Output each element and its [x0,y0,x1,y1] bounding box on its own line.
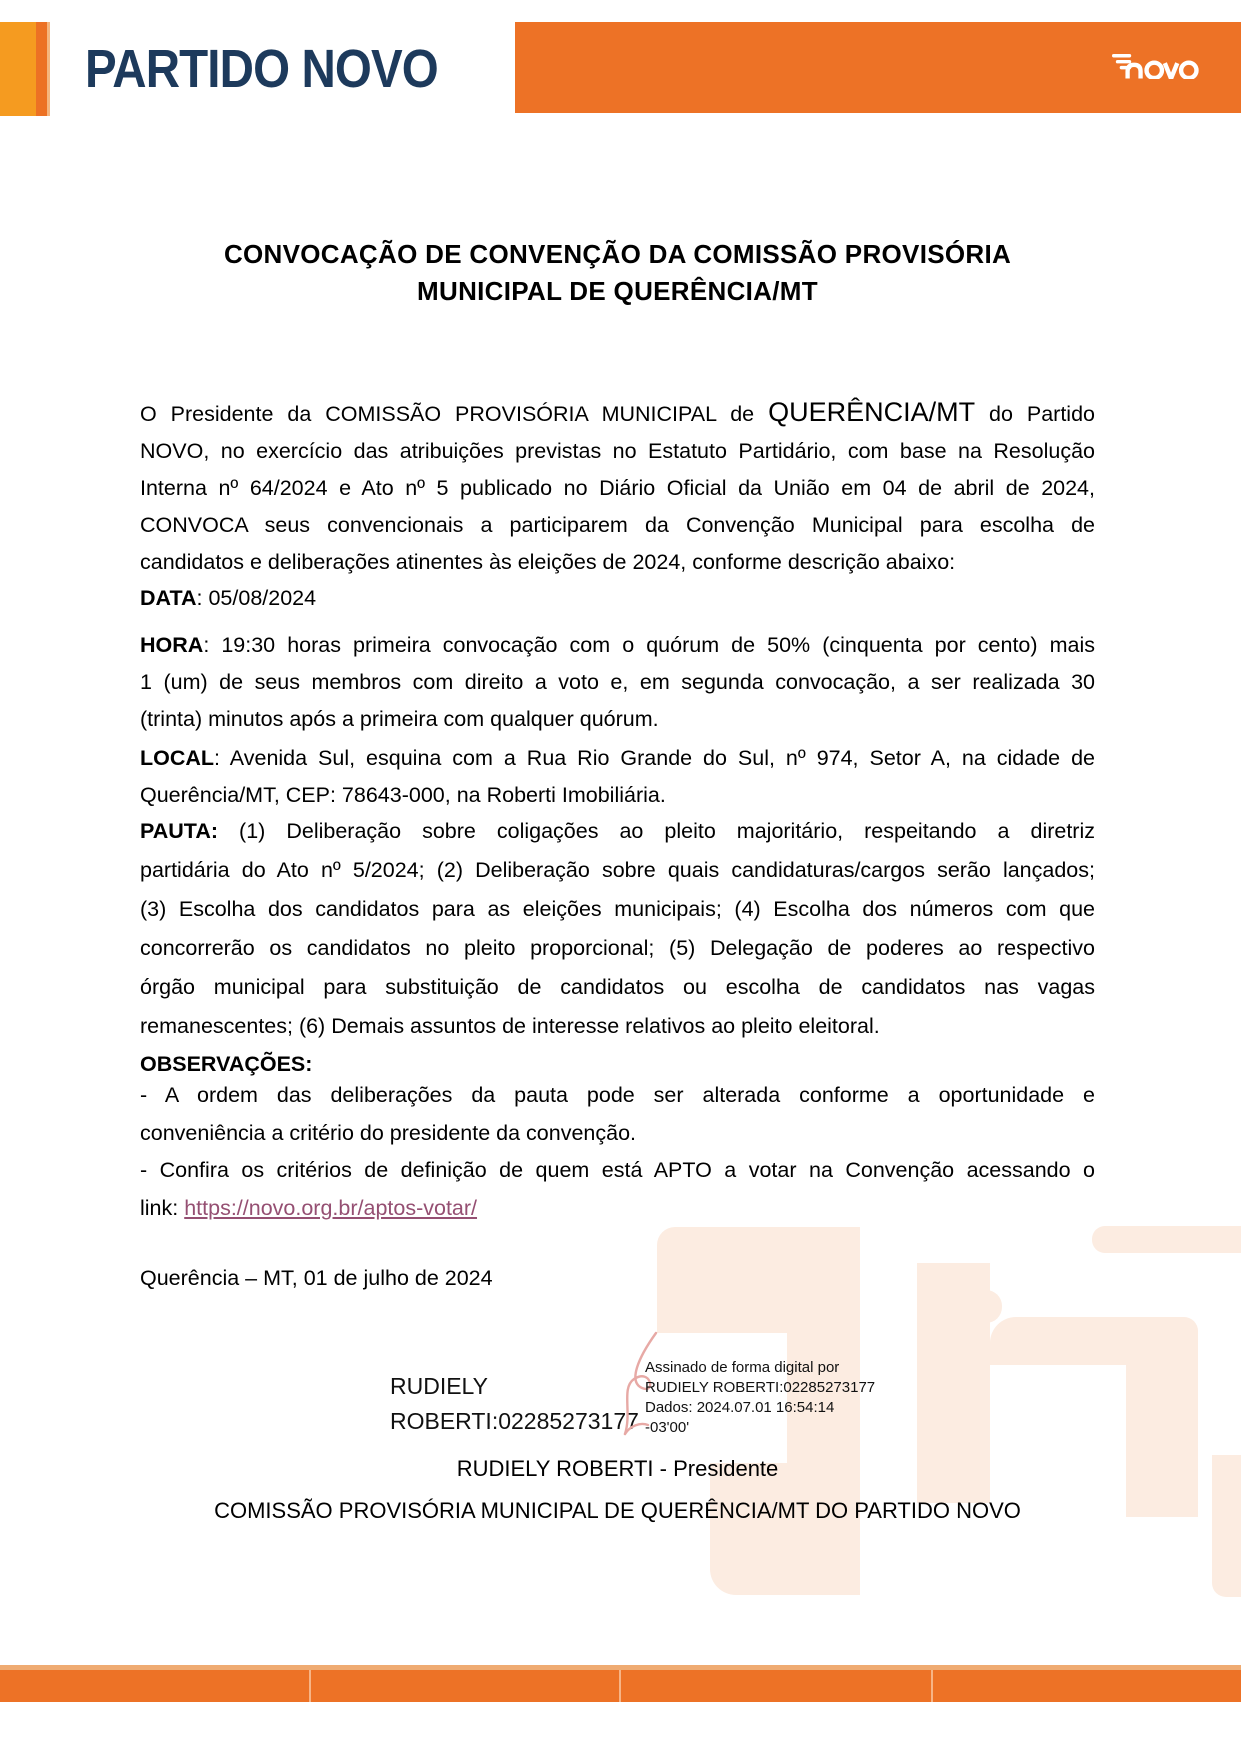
watermark-shape [710,1463,860,1595]
aptos-votar-link[interactable]: https://novo.org.br/aptos-votar/ [184,1195,478,1220]
committee-line: COMISSÃO PROVISÓRIA MUNICIPAL DE QUERÊNCIA/MT DO PARTIDO NOVO [214,1498,1021,1523]
hora-label: HORA [140,633,204,657]
hora-paragraph: HORA: 19:30 horas primeira convocação com o quórum de 50% (cinquenta por cento) mais 1 (um) de seus membros com direito a voto e, em segunda convocação, a ser realizada 30 (trinta) minutos após a primeira com qualquer quórum. [140,633,1095,731]
watermark-shape [1212,1455,1241,1597]
pauta-paragraph: PAUTA: (1) Deliberação sobre coligações ao pleito majoritário, respeitando a diretriz partidária do Ato nº 5/2024; (2) Deliberação sobre quais candidaturas/cargos serão lançados; (3) Escolha dos candidatos para as eleições municipais; (4) Escolha dos números com que concorrerão os candidatos no pleito proporcional; (5) Delegação de poderes ao respectivo órgão municipal para substituição de candidatos ou escolha de candidatos nas vagas remanescentes; (6) Demais assuntos de interesse relativos ao pleito eleitoral. [140,819,1095,1038]
data-line: DATA: 05/08/2024 [140,586,317,610]
local-paragraph: LOCAL: Avenida Sul, esquina com a Rua Rio Grande do Sul, nº 974, Setor A, na cidade de Querência/MT, CEP: 78643-000, na Roberti Imobiliária. [140,746,1095,807]
title-line-1: CONVOCAÇÃO DE CONVENÇÃO DA COMISSÃO PROVISÓRIA [223,239,1012,269]
watermark-shape [1092,1226,1241,1253]
footer-orange-band [0,1665,1241,1702]
watermark-shape [1126,1360,1198,1517]
novo-logo-icon [1112,54,1208,79]
watermark-shape [917,1290,1002,1323]
digital-signature-details: Assinado de forma digital por RUDIELY ROBERTI:02285273177 Dados: 2024.07.01 16:54:14 -03'00' [645,1359,876,1436]
intro-text: O Presidente da COMISSÃO PROVISÓRIA MUNICIPAL de [140,402,769,426]
pauta-label: PAUTA: [140,819,219,843]
data-label: DATA [140,586,197,610]
title-line-2: MUNICIPAL DE QUERÊNCIA/MT [417,276,818,306]
president-name-line: RUDIELY ROBERTI - Presidente [456,1456,779,1481]
header-left-accent-bar [0,22,50,116]
header-orange-band [515,22,1241,113]
footer-divider [309,1670,311,1702]
footer-divider [619,1670,621,1702]
footer-divider [931,1670,933,1702]
digital-certificate-name: RUDIELY ROBERTI:02285273177 [390,1373,639,1434]
local-label: LOCAL [140,746,215,770]
observacoes-heading: OBSERVAÇÕES: [140,1052,313,1076]
place-date-line: Querência – MT, 01 de julho de 2024 [140,1266,493,1290]
municipality-name: QUERÊNCIA/MT [768,397,976,427]
observacao-2: - Confira os critérios de definição de quem está APTO a votar na Convenção acessando o link: https://novo.org.br/aptos-votar/ [140,1158,1095,1220]
observacao-1: - A ordem das deliberações da pauta pode ser alterada conforme a oportunidade e conveniência a critério do presidente da convenção. [140,1083,1095,1145]
document-title [140,236,1095,310]
watermark-shape [990,1317,1198,1365]
intro-paragraph: O Presidente da COMISSÃO PROVISÓRIA MUNICIPAL de QUERÊNCIA/MT do Partido NOVO, no exercício das atribuições previstas no Estatuto Partidário, com base na Resolução Interna nº 64/2024 e Ato nº 5 publicado no Diário Oficial da União em 04 de abril de 2024, CONVOCA seus convencionais a participarem da Convenção Municipal para escolha de candidatos e deliberações atinentes às eleições de 2024, conforme descrição abaixo: [140,397,1096,574]
brand-wordmark: PARTIDO NOVO [85,39,438,99]
